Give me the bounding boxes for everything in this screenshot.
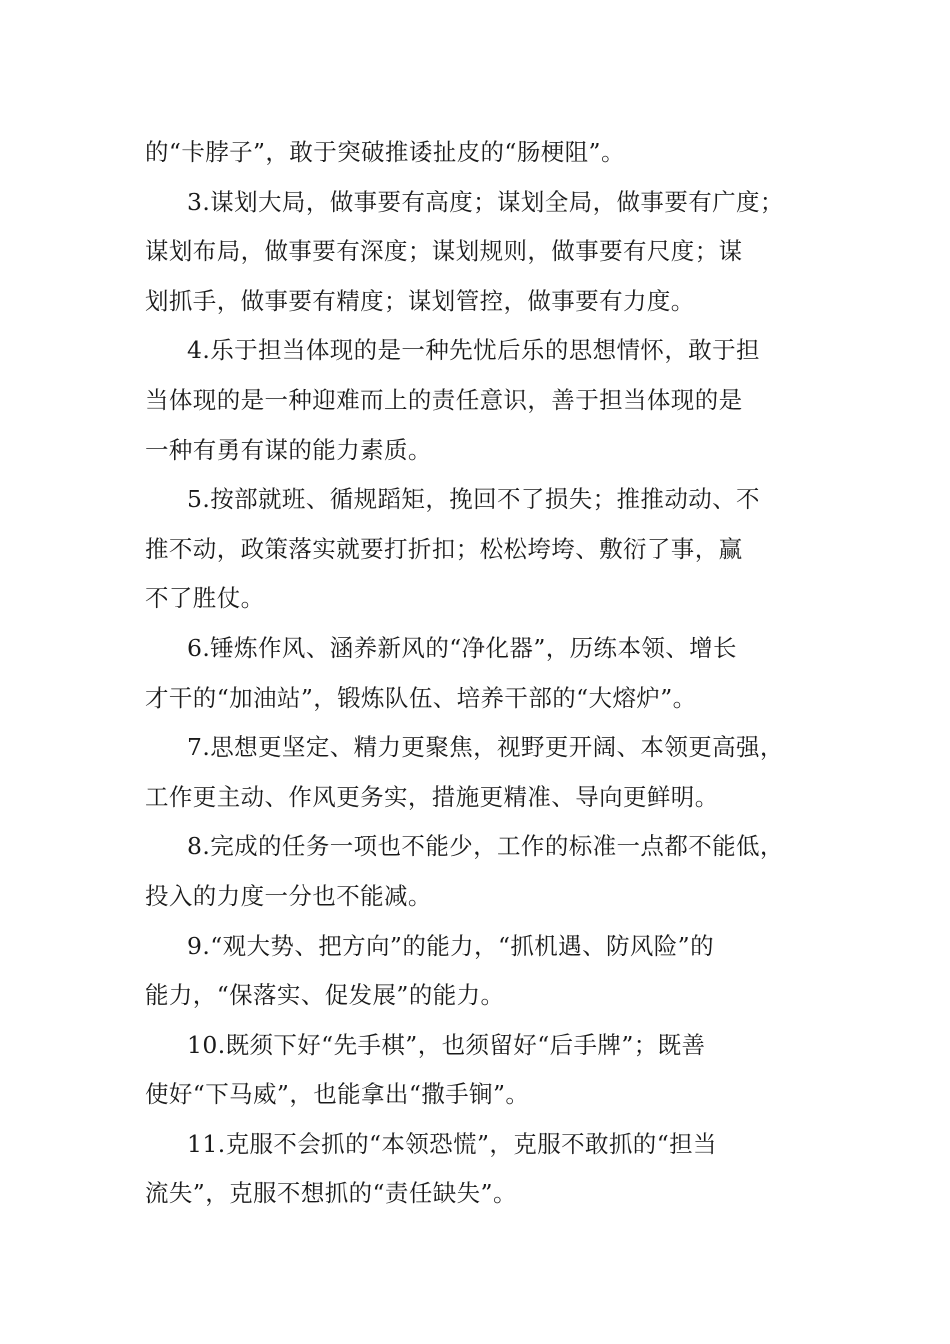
text-line: 11.克服不会抓的“本领恐慌”，克服不敢抓的“担当 — [187, 1129, 717, 1158]
text-line: 工作更主动、作风更务实，措施更精准、导向更鲜明。 — [145, 782, 719, 811]
text-line: 才干的“加油站”，锻炼队伍、培养干部的“大熔炉”。 — [145, 683, 697, 712]
text-line: 5.按部就班、循规蹈矩，挽回不了损失；推推动动、不 — [187, 485, 760, 514]
text-line: 8.完成的任务一项也不能少，工作的标准一点都不能低， — [187, 832, 784, 861]
text-line: 7.思想更坚定、精力更聚焦，视野更开阔、本领更高强， — [187, 733, 784, 762]
text-line: 一种有勇有谋的能力素质。 — [145, 435, 432, 464]
document-body — [145, 128, 825, 1219]
text-line: 10.既须下好“先手棋”，也须留好“后手牌”；既善 — [187, 1030, 706, 1059]
text-line: 当体现的是一种迎难而上的责任意识，善于担当体现的是 — [145, 385, 743, 414]
text-line: 投入的力度一分也不能减。 — [145, 881, 432, 910]
text-line: 使好“下马威”，也能拿出“撒手锏”。 — [145, 1080, 530, 1109]
text-line: 3.谋划大局，做事要有高度；谋划全局，做事要有广度； — [187, 187, 784, 216]
text-line: 的“卡脖子”，敢于突破推诿扯皮的“肠梗阻”。 — [145, 138, 625, 166]
text-line: 划抓手，做事要有精度；谋划管控，做事要有力度。 — [145, 286, 695, 315]
text-line: 9.“观大势、把方向”的能力，“抓机遇、防风险”的 — [187, 931, 714, 960]
text-line: 4.乐于担当体现的是一种先忧后乐的思想情怀，敢于担 — [187, 336, 760, 365]
text-line: 6.锤炼作风、涵养新风的“净化器”，历练本领、增长 — [187, 633, 737, 662]
text-line: 谋划布局，做事要有深度；谋划规则，做事要有尺度；谋 — [145, 237, 743, 266]
text-line: 不了胜仗。 — [145, 584, 265, 613]
text-line: 流失”，克服不想抓的“责任缺失”。 — [145, 1179, 517, 1208]
text-line: 推不动，政策落实就要打折扣；松松垮垮、敷衍了事，赢 — [145, 534, 743, 563]
text-line: 能力，“保落实、促发展”的能力。 — [145, 981, 505, 1010]
